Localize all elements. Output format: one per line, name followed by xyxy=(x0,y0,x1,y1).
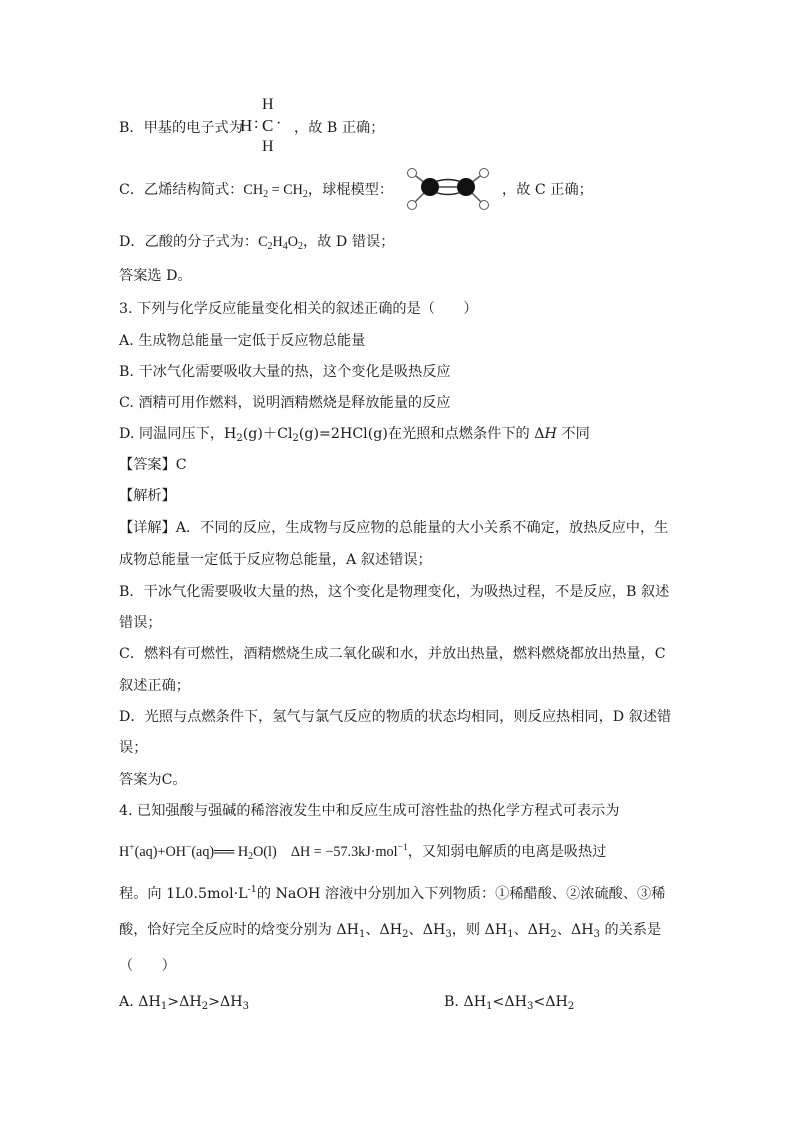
q4-option-a: A. $\Delta H_1>\Delta H_2>\Delta H_3$ xyxy=(119,994,250,1012)
lewis-top-h: H xyxy=(262,96,274,113)
ethylene-formula: $CH_2 = CH_2$ xyxy=(243,182,308,200)
option-c-suffix-line xyxy=(502,180,593,200)
lewis-left-h: H xyxy=(240,116,253,135)
q3-option-d: D. 同温同压下，$H_2(g)+Cl_2(g)=2HCl(g)$在光照和点燃条件下的 ΔH 不同 xyxy=(119,426,590,444)
q3-stem: 3. 下列与化学反应能量变化相关的叙述正确的是（ ） xyxy=(119,301,478,317)
acetic-acid-formula: $C_2H_4O_2$ xyxy=(258,234,304,252)
option-b-prefix: B．甲基的电子式为 xyxy=(119,120,243,136)
q4-stem: 4. 已知强酸与强碱的稀溶液发生中和反应生成可溶性盐的热化学方程式可表示为 xyxy=(119,803,620,819)
q3-detail-3: B．干冰气化需要吸收大量的热，这个变化是物理变化，为吸热过程，不是反应，B 叙述 xyxy=(119,584,670,600)
q3-detail-8: 误； xyxy=(119,740,148,756)
q4-paren: （ ） xyxy=(119,958,176,974)
q3-analysis-heading: 【解析】 xyxy=(119,488,176,504)
q3-detail-6: 叙述正确； xyxy=(119,678,190,694)
option-d-suffix: ，故 D 错误； xyxy=(303,234,395,250)
option-c-explanation xyxy=(119,180,393,205)
option-c-prefix: C．乙烯结构简式： xyxy=(119,182,244,198)
methyl-lewis-structure xyxy=(240,96,288,158)
q3-option-b: B. 干冰气化需要吸收大量的热，这个变化是吸热反应 xyxy=(119,364,451,380)
option-b-explanation xyxy=(119,118,243,138)
q3-option-a: A. 生成物总能量一定低于反应物总能量 xyxy=(119,333,366,349)
lewis-sep: : xyxy=(254,115,259,132)
q3-detail-7: D．光照与点燃条件下，氢气与氯气反应的物质的状态均相同，则反应热相同，D 叙述错 xyxy=(119,709,672,725)
q3-option-c: C. 酒精可用作燃料，说明酒精燃烧是释放能量的反应 xyxy=(119,395,451,411)
option-b-suffix: ，故 B 正确； xyxy=(294,120,385,136)
q4-line-2: 程。向 $1L0.5mol\cdot L^{-1}$的 NaOH 溶液中分别加入下列物质：①稀醋酸、②浓硫酸、③稀 xyxy=(119,884,666,902)
q3-final-answer: 答案为C。 xyxy=(119,772,187,788)
option-d-prefix: D．乙酸的分子式为： xyxy=(119,234,259,250)
lewis-bottom-h: H xyxy=(262,138,274,155)
q3-detail-4: 错误； xyxy=(119,615,162,631)
lewis-center-c: C xyxy=(262,116,274,135)
q4-line-3: 酸，恰好完全反应时的焓变分别为 $\Delta H_1$、$\Delta H_2$、$\Delta H_3$，则 $\Delta H_1$、$\Delta H_2$、$\Delta H_3$ 的关系是 xyxy=(119,922,662,940)
answer-q2: 答案选 D。 xyxy=(119,268,192,284)
q3-detail-5: C．燃料有可燃性，酒精燃烧生成二氧化碳和水，并放出热量，燃料燃烧都放出热量，C xyxy=(119,646,666,662)
q3-detail-2: 成物总能量一定低于反应物总能量，A 叙述错误； xyxy=(119,552,432,568)
option-c-suffix: ，故 C 正确； xyxy=(502,182,593,198)
q4-option-b: B. $\Delta H_1<\Delta H_3<\Delta H_2$ xyxy=(444,994,575,1012)
ethylene-ball-stick-model xyxy=(404,166,494,212)
q3-answer: 【答案】C xyxy=(119,457,187,473)
lewis-dot: · xyxy=(276,115,282,132)
option-c-mid: ，球棍模型： xyxy=(307,182,394,198)
q3-detail-1: 【详解】A．不同的反应，生成物与反应物的总能量的大小关系不确定，放热反应中，生 xyxy=(119,520,669,536)
option-d-explanation xyxy=(119,232,394,257)
q4-equation-line: H+(aq)+OH−(aq)══ $H_2O(l)$ ΔH = −57.3kJ·mol$^{-1}$，又知弱电解质的电离是吸热过 xyxy=(119,843,607,862)
option-b-suffix-line xyxy=(294,118,384,138)
